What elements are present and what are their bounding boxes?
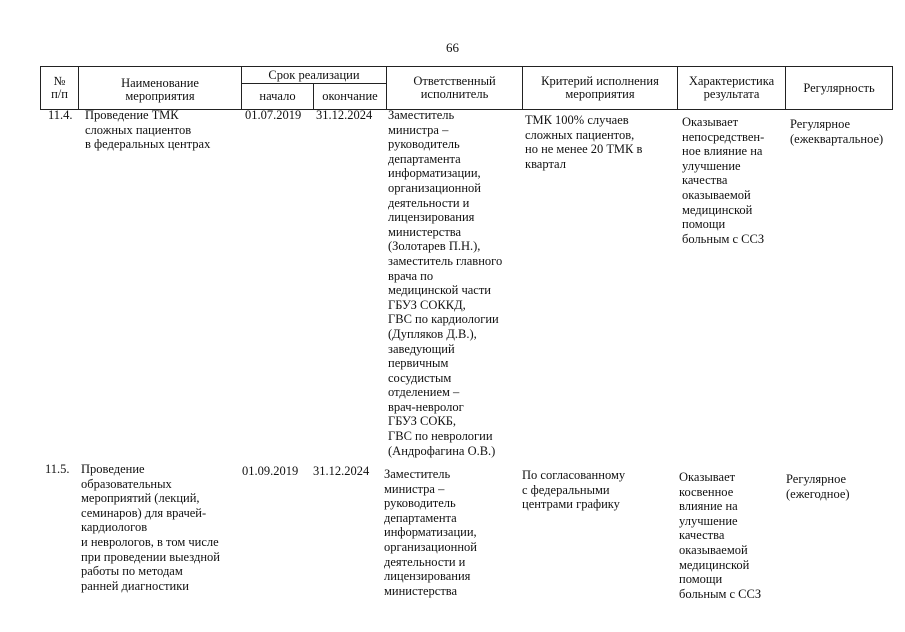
row-responsible: Заместитель министра – руководитель департамента информатизации, организационной деятельности и лицензирования министерства (Золотарев П.Н.), заместитель главного врача по медицинской части ГБУЗ СОККД, ГВС по кардиологии (Дупляков Д.В.), заведующий первичным сосудистым отделением – врач-невролог ГБУЗ СОКБ, ГВС по неврологии (Андрофагина О.В.) xyxy=(388,108,503,458)
row-result: Оказывает непосредствен- ное влияние на улучшение качества оказываемой медицинской помощи больным с ССЗ xyxy=(682,115,765,246)
row-name: Проведение образовательных мероприятий (лекций, семинаров) для врачей- кардиологов и неврологов, в том числе при проведении выездной работы по методам ранней диагностики xyxy=(81,462,220,593)
row-start: 01.07.2019 xyxy=(245,108,302,122)
header-period: Срок реализации xyxy=(242,67,386,84)
header-regularity: Регулярность xyxy=(786,67,893,109)
row-num: 11.4. xyxy=(48,108,73,122)
row-start: 01.09.2019 xyxy=(242,464,299,478)
row-name: Проведение ТМК сложных пациентов в федеральных центрах xyxy=(85,108,211,152)
header-start: начало xyxy=(242,84,314,109)
row-result: Оказывает косвенное влияние на улучшение качества оказываемой медицинской помощи больным с ССЗ xyxy=(679,470,762,601)
row-regularity: Регулярное (ежегодное) xyxy=(786,472,850,501)
page-number: 66 xyxy=(446,40,459,55)
table-header xyxy=(40,66,893,110)
row-responsible: Заместитель министра – руководитель департамента информатизации, организационной деятельности и лицензирования министерства xyxy=(384,467,477,598)
row-regularity: Регулярное (ежеквартальное) xyxy=(790,117,884,146)
row-end: 31.12.2024 xyxy=(316,108,373,122)
header-end: окончание xyxy=(322,89,378,103)
row-num: 11.5. xyxy=(45,462,70,476)
header-name: Наименование мероприятия xyxy=(79,67,242,109)
row-end: 31.12.2024 xyxy=(313,464,370,478)
row-criterion: ТМК 100% случаев сложных пациентов, но не менее 20 ТМК в квартал xyxy=(525,113,643,171)
header-responsible: Ответственный исполнитель xyxy=(387,67,523,109)
header-criterion: Критерий исполнения мероприятия xyxy=(523,67,678,109)
row-criterion: По согласованному с федеральными центрами графику xyxy=(522,468,626,512)
header-result: Характеристика результата xyxy=(678,67,786,109)
header-num: № п/п xyxy=(41,67,79,109)
header-period-group xyxy=(242,67,387,109)
